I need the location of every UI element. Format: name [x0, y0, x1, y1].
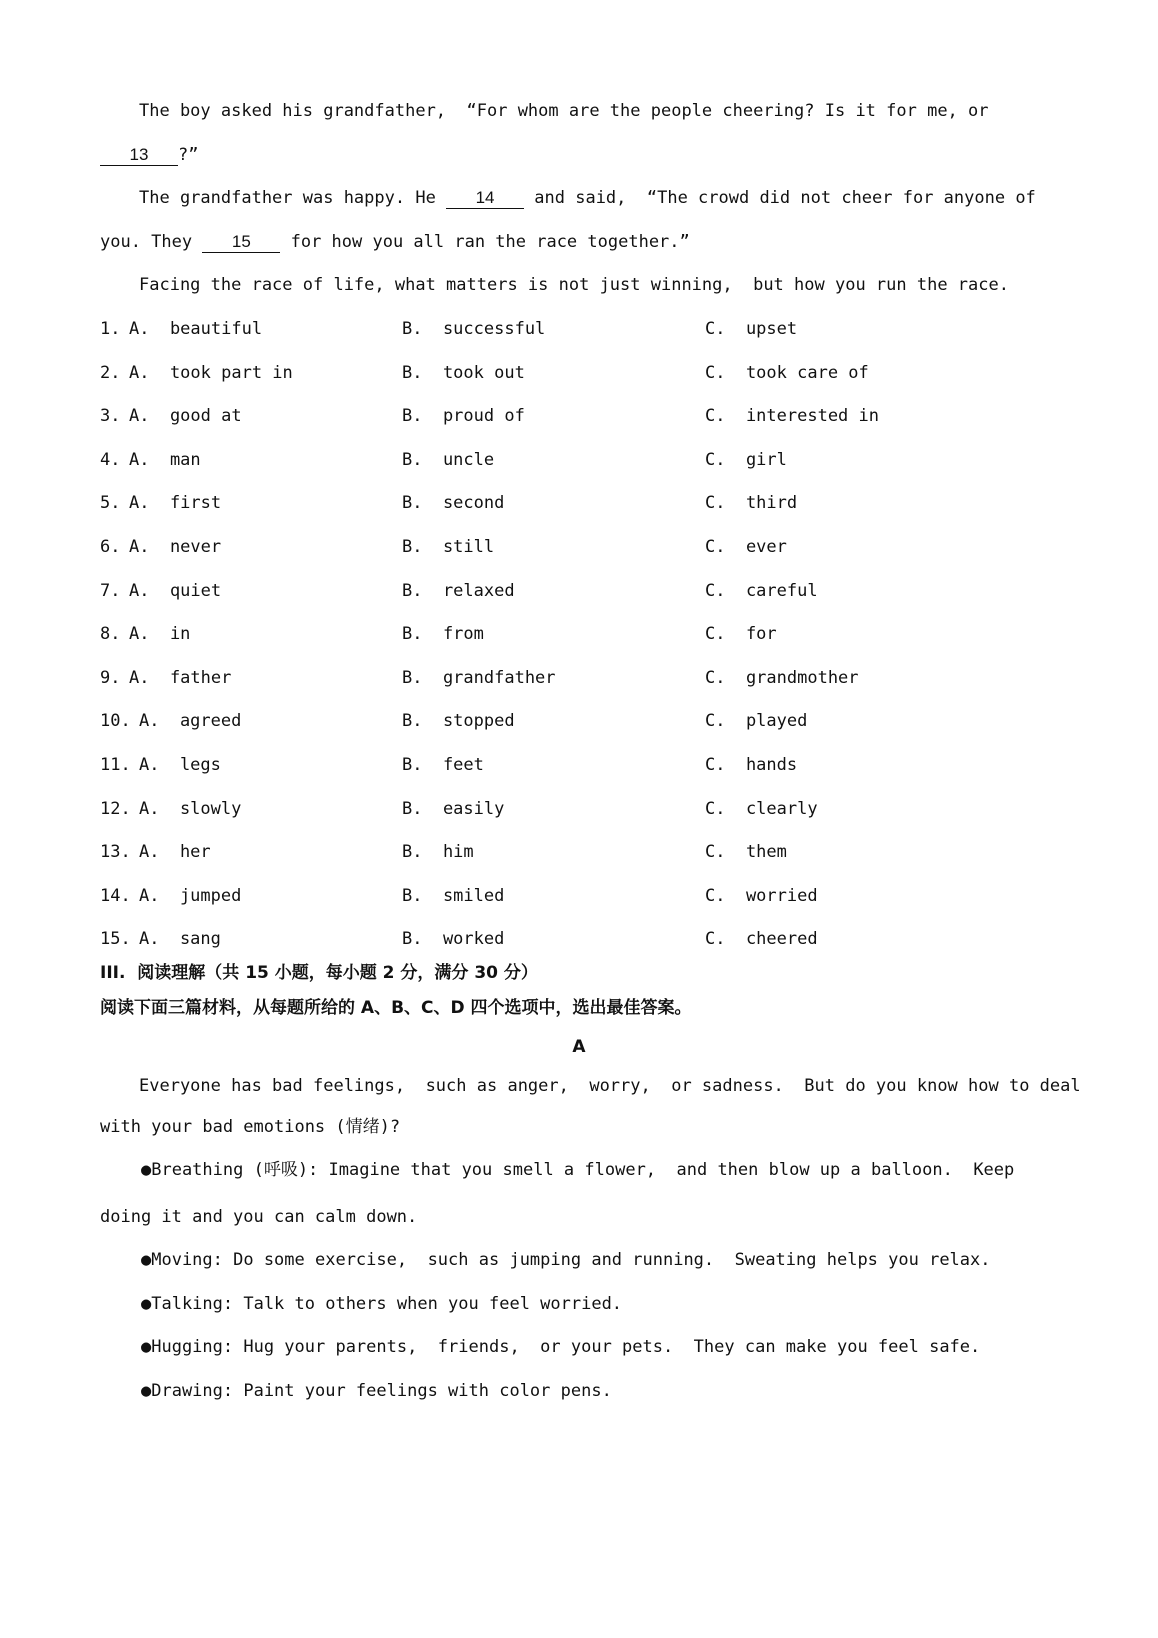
- question-number: 1.: [100, 319, 121, 339]
- passage-line-3-post: and said, “The crowd did not cheer for anyone of: [524, 188, 1036, 208]
- option-c: C. interested in: [705, 406, 879, 426]
- blank-14: 14: [446, 188, 524, 209]
- option-b: B. worked: [402, 929, 505, 949]
- option-b: B. easily: [402, 799, 505, 819]
- option-a: A. her: [139, 842, 211, 862]
- option-a: A. slowly: [139, 799, 242, 819]
- option-a: A. jumped: [139, 886, 242, 906]
- passage-line-4: [100, 231, 690, 253]
- option-a: A. quiet: [129, 581, 222, 601]
- question-number: 7.: [100, 581, 121, 601]
- question-number: 5.: [100, 493, 121, 513]
- reading-intro-line-1: Everyone has bad feelings, such as anger, worry, or sadness. But do you know how to deal: [139, 1076, 1081, 1096]
- option-c: C. worried: [705, 886, 818, 906]
- option-b: B. smiled: [402, 886, 505, 906]
- option-b: B. uncle: [402, 450, 495, 470]
- question-number: 8.: [100, 624, 121, 644]
- option-c: C. them: [705, 842, 787, 862]
- passage-line-2: [100, 144, 198, 166]
- option-b: B. took out: [402, 363, 525, 383]
- option-b: B. stopped: [402, 711, 515, 731]
- option-c: C. third: [705, 493, 798, 513]
- passage-line-2-tail: ?”: [178, 145, 199, 165]
- option-a: A. legs: [139, 755, 221, 775]
- part-label: A: [572, 1037, 586, 1057]
- bullet-talking: ●Talking: Talk to others when you feel worried.: [141, 1294, 623, 1314]
- option-a: A. first: [129, 493, 222, 513]
- question-number: 10.: [100, 711, 131, 731]
- blank-15: 15: [202, 232, 280, 253]
- option-b: B. from: [402, 624, 484, 644]
- section-instruction: 阅读下面三篇材料，从每题所给的 A、B、C、D 四个选项中，选出最佳答案。: [100, 998, 692, 1018]
- option-b: B. feet: [402, 755, 484, 775]
- option-b: B. second: [402, 493, 505, 513]
- option-c: C. girl: [705, 450, 787, 470]
- option-a: A. beautiful: [129, 319, 263, 339]
- bullet-breathing-line-2: doing it and you can calm down.: [100, 1207, 418, 1227]
- option-b: B. successful: [402, 319, 546, 339]
- option-c: C. careful: [705, 581, 818, 601]
- option-c: C. played: [705, 711, 808, 731]
- bullet-drawing: ●Drawing: Paint your feelings with color pens.: [141, 1381, 612, 1401]
- option-c: C. hands: [705, 755, 798, 775]
- bullet-moving: ●Moving: Do some exercise, such as jumping and running. Sweating helps you relax.: [141, 1250, 991, 1270]
- passage-line-3: [139, 187, 1036, 209]
- option-a: A. agreed: [139, 711, 242, 731]
- question-number: 3.: [100, 406, 121, 426]
- option-a: A. man: [129, 450, 201, 470]
- question-number: 14.: [100, 886, 131, 906]
- blank-13: 13: [100, 145, 178, 166]
- bullet-hugging: ●Hugging: Hug your parents, friends, or your pets. They can make you feel safe.: [141, 1337, 981, 1357]
- option-a: A. father: [129, 668, 232, 688]
- question-number: 12.: [100, 799, 131, 819]
- question-number: 6.: [100, 537, 121, 557]
- question-number: 11.: [100, 755, 131, 775]
- reading-intro-line-2: with your bad emotions (情绪)?: [100, 1117, 401, 1137]
- question-number: 4.: [100, 450, 121, 470]
- option-b: B. him: [402, 842, 474, 862]
- option-a: A. took part in: [129, 363, 293, 383]
- question-number: 13.: [100, 842, 131, 862]
- passage-line-4-post: for how you all ran the race together.”: [280, 232, 690, 252]
- option-c: C. took care of: [705, 363, 869, 383]
- option-b: B. still: [402, 537, 495, 557]
- option-c: C. clearly: [705, 799, 818, 819]
- option-c: C. grandmother: [705, 668, 859, 688]
- bullet-breathing-line-1: ●Breathing (呼吸): Imagine that you smell a flower, and then blow up a balloon. Keep: [141, 1160, 1015, 1180]
- question-number: 9.: [100, 668, 121, 688]
- option-a: A. good at: [129, 406, 242, 426]
- option-b: B. proud of: [402, 406, 525, 426]
- option-b: B. relaxed: [402, 581, 515, 601]
- option-a: A. never: [129, 537, 222, 557]
- question-number: 2.: [100, 363, 121, 383]
- option-a: A. in: [129, 624, 191, 644]
- passage-line-3-pre: The grandfather was happy. He: [139, 188, 447, 208]
- section-heading: III. 阅读理解（共 15 小题，每小题 2 分，满分 30 分）: [100, 963, 538, 983]
- option-b: B. grandfather: [402, 668, 556, 688]
- option-c: C. cheered: [705, 929, 818, 949]
- passage-line-4-pre: you. They: [100, 232, 203, 252]
- option-c: C. ever: [705, 537, 787, 557]
- option-c: C. upset: [705, 319, 798, 339]
- question-number: 15.: [100, 929, 131, 949]
- option-c: C. for: [705, 624, 777, 644]
- passage-line-5: Facing the race of life, what matters is not just winning, but how you run the race.: [139, 275, 1009, 295]
- passage-line-1: The boy asked his grandfather, “For whom are the people cheering? Is it for me, or: [139, 101, 989, 121]
- option-a: A. sang: [139, 929, 221, 949]
